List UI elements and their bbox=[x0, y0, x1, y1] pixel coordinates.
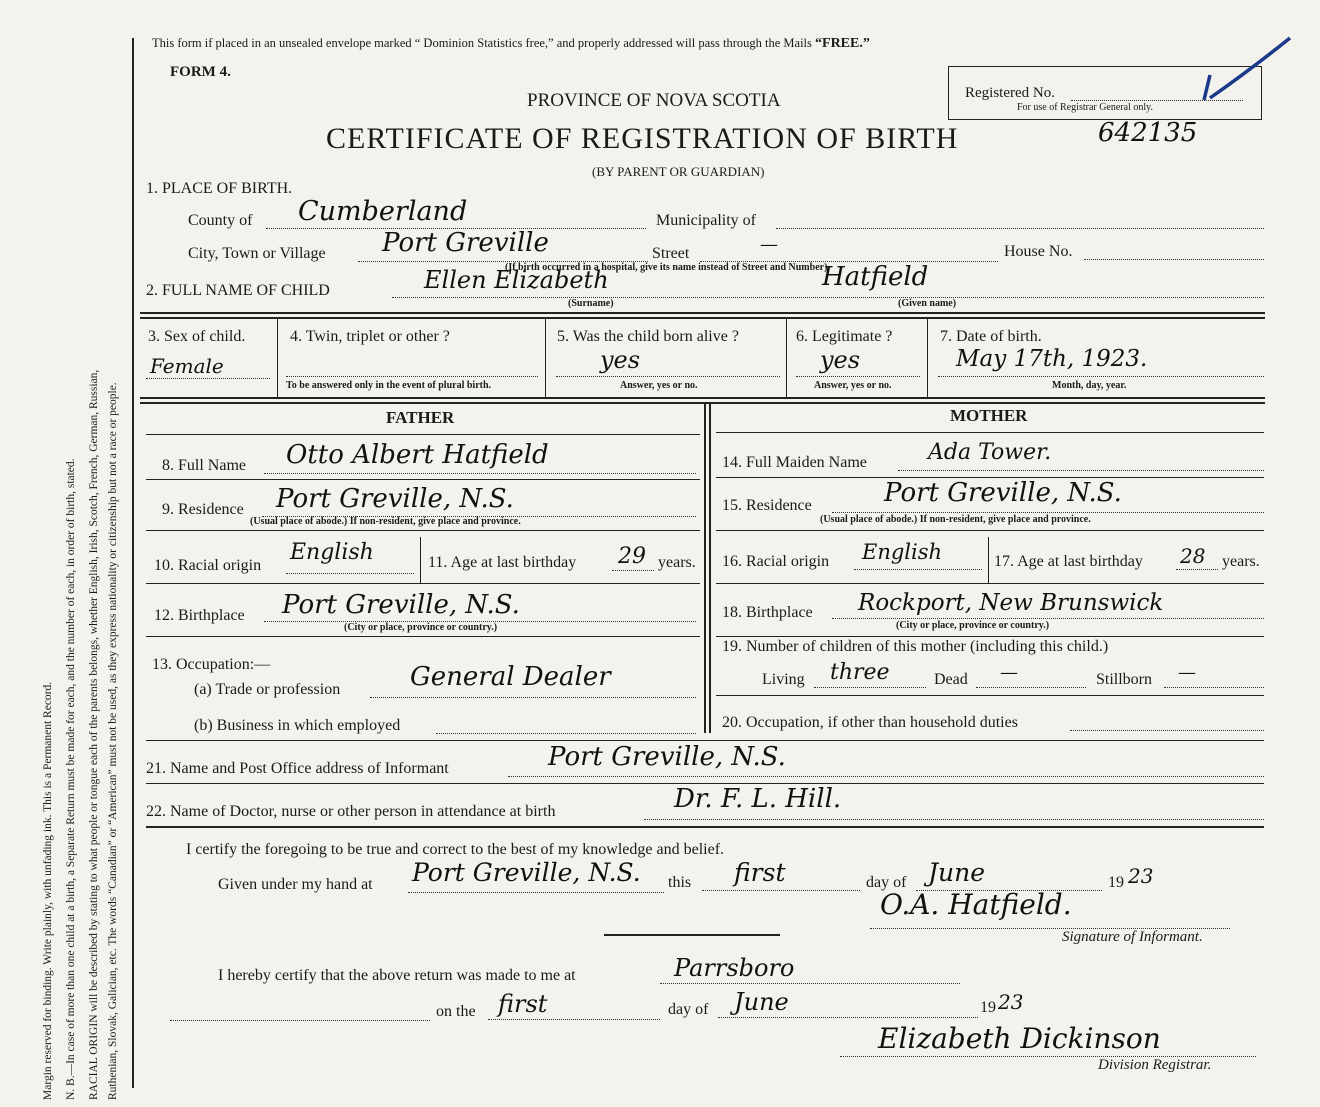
informant-signature: O.A. Hatfield. bbox=[880, 888, 1072, 921]
mother-residence-label: 15. Residence bbox=[722, 497, 812, 514]
father-birthplace-label: 12. Birthplace bbox=[154, 607, 245, 624]
dead-value: — bbox=[1000, 662, 1018, 683]
certificate-number: 642135 bbox=[1098, 118, 1198, 148]
legitimate-value: yes bbox=[820, 346, 861, 374]
this-label: this bbox=[668, 874, 692, 891]
mother-racial-label: 16. Racial origin bbox=[722, 553, 830, 570]
given-year-value: 23 bbox=[1128, 864, 1154, 888]
father-name-label: 8. Full Name bbox=[162, 457, 246, 474]
registrar-signature: Elizabeth Dickinson bbox=[878, 1022, 1161, 1055]
sex-label: 3. Sex of child. bbox=[148, 328, 246, 345]
born-alive-label: 5. Was the child born alive ? bbox=[557, 328, 739, 345]
mother-years-label: years. bbox=[1222, 553, 1260, 570]
check-mark-icon bbox=[1190, 30, 1300, 110]
registrar-certify-label: I hereby certify that the above return was made to me at bbox=[218, 967, 576, 984]
margin-instruction-2: N. B.—In case of more than one child at a birth, a Separate Return must be made for each, and the number of each, in order of birth, stated. bbox=[65, 458, 77, 1100]
mail-note: This form if placed in an unsealed envelope marked “ Dominion Statistics free,” and properly addressed will pass through the Mails “FREE.” bbox=[152, 36, 870, 51]
doctor-value: Dr. F. L. Hill. bbox=[674, 784, 842, 814]
father-birthplace-value: Port Greville, N.S. bbox=[282, 590, 520, 620]
mother-residence-value: Port Greville, N.S. bbox=[884, 478, 1122, 508]
county-label: County of bbox=[188, 212, 253, 229]
mother-birthplace-note: (City or place, province or country.) bbox=[896, 620, 1050, 631]
registrar-month-value: June bbox=[734, 988, 789, 1016]
form-number: FORM 4. bbox=[170, 64, 231, 80]
legitimate-label: 6. Legitimate ? bbox=[796, 328, 893, 345]
given-under-hand-label: Given under my hand at bbox=[218, 876, 373, 893]
mother-name-value: Ada Tower. bbox=[928, 440, 1052, 465]
mother-name-label: 14. Full Maiden Name bbox=[722, 454, 867, 471]
mother-age-label: 17. Age at last birthday bbox=[994, 553, 1143, 570]
registered-label: Registered No. bbox=[965, 85, 1055, 101]
page-subtitle: (BY PARENT OR GUARDIAN) bbox=[592, 164, 765, 179]
father-years-label: years. bbox=[658, 554, 696, 571]
binding-margin bbox=[14, 20, 132, 1100]
street-value: — bbox=[760, 234, 778, 255]
children-count-label: 19. Number of children of this mother (including this child.) bbox=[722, 638, 1109, 655]
informant-label: 21. Name and Post Office address of Informant bbox=[146, 760, 449, 777]
registrar-day-of-label: day of bbox=[668, 1001, 709, 1018]
mother-residence-note: (Usual place of abode.) If non-resident, give place and province. bbox=[820, 514, 1091, 525]
occupation-label: 13. Occupation:— bbox=[152, 656, 271, 673]
born-alive-note: Answer, yes or no. bbox=[620, 380, 698, 391]
father-residence-note: (Usual place of abode.) If non-resident, give place and province. bbox=[250, 516, 521, 527]
stillborn-label: Stillborn bbox=[1096, 671, 1153, 688]
father-birthplace-note: (City or place, province or country.) bbox=[344, 622, 498, 633]
registrar-caption: Division Registrar. bbox=[1098, 1057, 1212, 1073]
given-month-value: June bbox=[928, 858, 986, 887]
margin-instruction-4: Ruthenian, Slovak, Galician, etc. The words “Canadian” or “American” must not be used, as they express nationality or citizenship but not a race or people. bbox=[107, 382, 119, 1100]
mother-birthplace-value: Rockport, New Brunswick bbox=[858, 590, 1164, 616]
street-label: Street bbox=[652, 245, 690, 262]
stillborn-value: — bbox=[1178, 662, 1196, 683]
child-surname: Hatfield bbox=[822, 262, 929, 292]
doctor-label: 22. Name of Doctor, nurse or other person in attendance at birth bbox=[146, 803, 556, 820]
father-name-value: Otto Albert Hatfield bbox=[286, 440, 549, 470]
trade-value: General Dealer bbox=[410, 662, 611, 692]
given-day-value: first bbox=[734, 858, 786, 887]
margin-instruction-1: Margin reserved for binding. Write plainly, with unfading ink. This is a Permanent Record. bbox=[42, 681, 54, 1100]
plural-birth-label: 4. Twin, triplet or other ? bbox=[290, 328, 450, 345]
page-title: CERTIFICATE OF REGISTRATION OF BIRTH bbox=[326, 122, 959, 155]
city-label: City, Town or Village bbox=[188, 245, 326, 262]
plural-birth-note: To be answered only in the event of plural birth. bbox=[286, 380, 492, 391]
dead-label: Dead bbox=[934, 671, 968, 688]
place-of-birth-heading: 1. PLACE OF BIRTH. bbox=[146, 180, 293, 197]
registrar-day-value: first bbox=[498, 990, 548, 1018]
registrar-place-value: Parrsboro bbox=[674, 954, 795, 982]
registrar-year-prefix: 19 bbox=[980, 999, 996, 1016]
surname-caption: (Surname) bbox=[568, 298, 614, 309]
mother-racial-value: English bbox=[862, 540, 943, 564]
father-residence-value: Port Greville, N.S. bbox=[276, 484, 514, 514]
sex-value: Female bbox=[150, 354, 224, 378]
dob-label: 7. Date of birth. bbox=[940, 328, 1042, 345]
father-residence-label: 9. Residence bbox=[162, 501, 244, 518]
year-prefix: 19 bbox=[1108, 874, 1124, 891]
given-place-value: Port Greville, N.S. bbox=[412, 858, 641, 887]
province-heading: PROVINCE OF NOVA SCOTIA bbox=[527, 90, 781, 111]
mother-heading: MOTHER bbox=[950, 406, 1028, 425]
registrar-year-value: 23 bbox=[998, 990, 1024, 1014]
living-value: three bbox=[830, 660, 890, 685]
county-value: Cumberland bbox=[298, 196, 468, 227]
child-given-name: Ellen Elizabeth bbox=[424, 266, 609, 294]
living-label: Living bbox=[762, 671, 805, 688]
trade-label: (a) Trade or profession bbox=[194, 681, 341, 698]
certify-statement: I certify the foregoing to be true and correct to the best of my knowledge and belief. bbox=[186, 841, 725, 858]
mother-occupation-label: 20. Occupation, if other than household duties bbox=[722, 714, 1018, 731]
child-name-label: 2. FULL NAME OF CHILD bbox=[146, 282, 330, 299]
legitimate-note: Answer, yes or no. bbox=[814, 380, 892, 391]
born-alive-value: yes bbox=[600, 346, 641, 374]
mother-birthplace-label: 18. Birthplace bbox=[722, 604, 813, 621]
father-age-value: 29 bbox=[618, 544, 646, 569]
father-racial-value: English bbox=[290, 540, 374, 565]
day-of-label: day of bbox=[866, 874, 907, 891]
margin-instruction-3: RACIAL ORIGIN will be described by stating to what people or tongue each of the parents belongs, whether English, Irish, Scotch, French, German, Russian, bbox=[88, 369, 100, 1100]
father-racial-label: 10. Racial origin bbox=[154, 557, 262, 574]
margin-border bbox=[132, 38, 134, 1088]
municipality-label: Municipality of bbox=[656, 212, 756, 229]
house-number-label: House No. bbox=[1004, 243, 1073, 260]
on-the-label: on the bbox=[436, 1003, 476, 1020]
father-heading: FATHER bbox=[386, 408, 455, 427]
dob-value: May 17th, 1923. bbox=[956, 346, 1148, 372]
father-age-label: 11. Age at last birthday bbox=[428, 554, 577, 571]
given-name-caption: (Given name) bbox=[898, 298, 957, 309]
informant-value: Port Greville, N.S. bbox=[548, 742, 786, 772]
registered-note: For use of Registrar General only. bbox=[1017, 102, 1153, 113]
mother-age-value: 28 bbox=[1180, 544, 1206, 568]
business-label: (b) Business in which employed bbox=[194, 717, 401, 734]
hospital-note: (If birth occurred in a hospital, give its name instead of Street and Number) bbox=[505, 262, 828, 273]
informant-signature-caption: Signature of Informant. bbox=[1062, 929, 1203, 945]
dob-note: Month, day, year. bbox=[1052, 380, 1127, 391]
city-value: Port Greville bbox=[382, 228, 549, 258]
